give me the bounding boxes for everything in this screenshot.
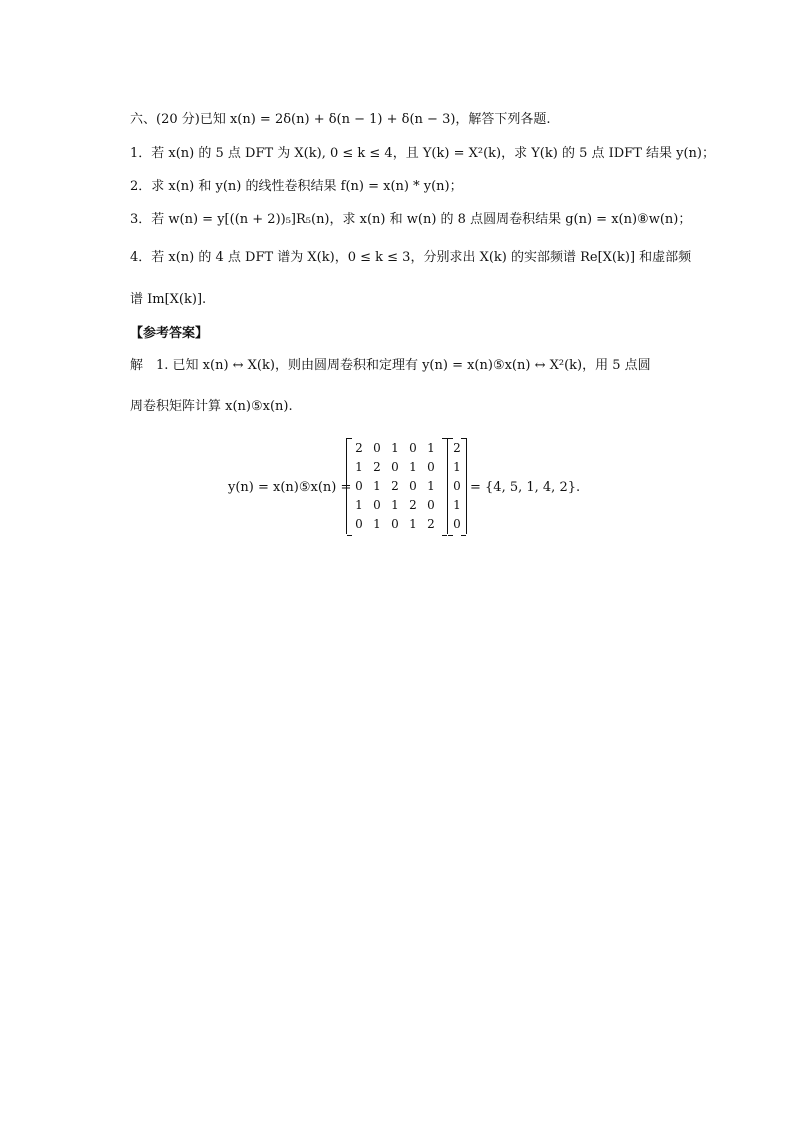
matrix-cell: 2: [373, 460, 381, 474]
matrix-cell: 1: [391, 441, 399, 455]
question-2: 2．求 x(n) 和 y(n) 的线性卷积结果 f(n) = x(n) * y(n)；: [130, 179, 463, 194]
vector-cell: 2: [453, 441, 461, 455]
problem-title: 六、(20 分)已知 x(n) = 2δ(n) + δ(n − 1) + δ(n − 3)，解答下列各题.: [130, 112, 551, 127]
matrix-cell: 1: [427, 479, 435, 493]
vector-cell: 0: [453, 479, 461, 493]
matrix-cell: 0: [427, 460, 435, 474]
matrix-cell: 1: [409, 460, 417, 474]
solution-line-1: 解 1. 已知 x(n) ↔ X(k)，则由圆周卷积和定理有 y(n) = x(n)⑤x(n) ↔ X²(k)，用 5 点圆: [130, 358, 651, 373]
matrix-cell: 0: [409, 441, 417, 455]
matrix-cell: 1: [409, 517, 417, 531]
vector-cell: 1: [453, 460, 461, 474]
circulant-matrix: [346, 438, 448, 534]
matrix-cell: 0: [391, 517, 399, 531]
equation-lhs: y(n) = x(n)⑤x(n) =: [228, 480, 352, 495]
matrix-cell: 2: [409, 498, 417, 512]
matrix-cell: 1: [427, 441, 435, 455]
vector-cell: 0: [453, 517, 461, 531]
matrix-cell: 2: [391, 479, 399, 493]
matrix-cell: 0: [373, 498, 381, 512]
column-vector: [447, 438, 467, 534]
equation-rhs: = {4, 5, 1, 4, 2}.: [470, 480, 581, 495]
matrix-cell: 1: [391, 498, 399, 512]
vector-cell: 1: [453, 498, 461, 512]
matrix-cell: 1: [355, 460, 363, 474]
matrix-cell: 0: [373, 441, 381, 455]
matrix-cell: 0: [427, 498, 435, 512]
question-3: 3．若 w(n) = y[((n + 2))₅]R₅(n)，求 x(n) 和 w(n) 的 8 点圆周卷积结果 g(n) = x(n)⑧w(n)；: [130, 212, 692, 227]
solution-line-2: 周卷积矩阵计算 x(n)⑤x(n).: [130, 399, 293, 414]
question-4-line-2: 谱 Im[X(k)].: [130, 292, 207, 307]
matrix-cell: 0: [355, 479, 363, 493]
matrix-cell: 0: [355, 517, 363, 531]
answer-header: 【参考答案】: [130, 326, 209, 341]
matrix-cell: 0: [391, 460, 399, 474]
matrix-cell: 1: [355, 498, 363, 512]
question-4-line-1: 4．若 x(n) 的 4 点 DFT 谱为 X(k)，0 ≤ k ≤ 3，分别求出 X(k) 的实部频谱 Re[X(k)] 和虚部频: [130, 250, 692, 265]
matrix-cell: 2: [355, 441, 363, 455]
question-1: 1．若 x(n) 的 5 点 DFT 为 X(k), 0 ≤ k ≤ 4，且 Y(k) = X²(k)，求 Y(k) 的 5 点 IDFT 结果 y(n)；: [130, 146, 715, 161]
matrix-cell: 0: [409, 479, 417, 493]
matrix-cell: 1: [373, 479, 381, 493]
matrix-cell: 1: [373, 517, 381, 531]
matrix-cell: 2: [427, 517, 435, 531]
